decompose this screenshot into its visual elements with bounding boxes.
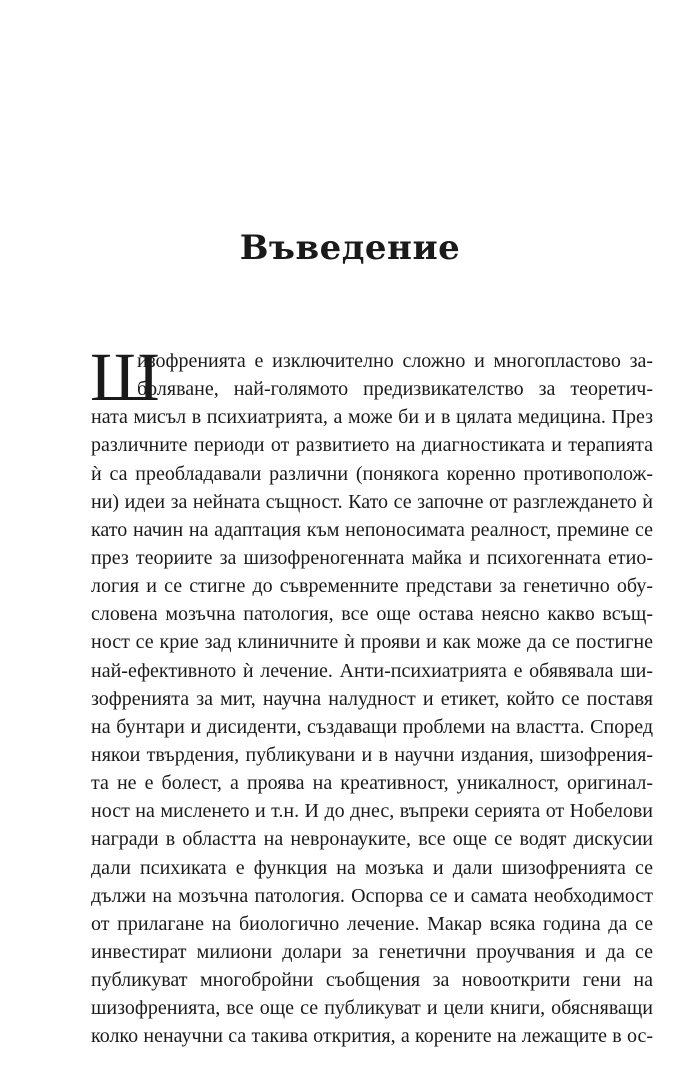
text-line: шизофренията, все още се публикуват и цели книги, обясняващи — [91, 997, 653, 1020]
text-line: от прилагане на биологично лечение. Макар всяка година да се — [91, 912, 653, 935]
text-line: логия и се стигне до съвременните представи за генетично обу- — [91, 575, 653, 598]
text-line: ната мисъл в психиатрията, а може би и в цялата медицина. През — [91, 406, 653, 429]
chapter-title: Въведение — [239, 228, 461, 268]
text-line: ност на мисленето и т.н. И до днес, въпреки серията от Нобелови — [91, 800, 653, 823]
text-line: та не е болест, а проява на креативност, уникалност, оригинал- — [91, 772, 653, 795]
text-line: награди в областта на невронауките, все още се водят дискусии — [91, 828, 653, 851]
text-line: изофренията е изключително сложно и многопластово за- — [137, 350, 653, 372]
text-line: дължи на мозъчна патология. Оспорва се и самата необходимост — [91, 884, 653, 907]
text-line: някои твърдения, публикувани и в научни издания, шизофрения- — [91, 743, 653, 766]
text-line: като начин на адаптация към непоносимата реалност, премине се — [91, 518, 653, 541]
text-line: ѝ са преобладавали различни (понякога коренно противополож- — [91, 462, 653, 485]
drop-cap: Ш — [90, 339, 160, 415]
text-line: дали психиката е функция на мозъка и дали шизофренията се — [91, 856, 653, 879]
text-line: ни) идеи за нейната същност. Като се започне от разглеждането ѝ — [91, 490, 653, 513]
text-line: боляване, най-голямото предизвикателство за теоретич- — [137, 378, 653, 401]
text-line: зофренията за мит, научна налудност и етикет, който се поставя — [91, 687, 653, 710]
text-line: инвестират милиони долари за генетични проучвания и да се — [91, 940, 653, 963]
text-line: публикуват многобройни съобщения за новооткрити гени на — [91, 969, 653, 992]
text-line: колко ненаучни са такива открития, а корените на лежащите в ос- — [91, 1025, 653, 1048]
text-line: най-ефективното ѝ лечение. Анти-психиатрията е обявявала ши- — [91, 659, 653, 682]
text-line: различните периоди от развитието на диагностиката и терапията — [91, 434, 653, 457]
text-line: словена мозъчна патология, все още остава неясно какво всъщ- — [91, 603, 653, 626]
text-line: на бунтари и дисиденти, създаващи проблеми на властта. Според — [91, 715, 653, 738]
text-line: ност се крие зад клиничните ѝ прояви и как може да се постигне — [91, 631, 653, 654]
text-line: през теориите за шизофреногенната майка и психогенната етио- — [91, 546, 653, 569]
body-paragraph — [90, 339, 653, 1051]
